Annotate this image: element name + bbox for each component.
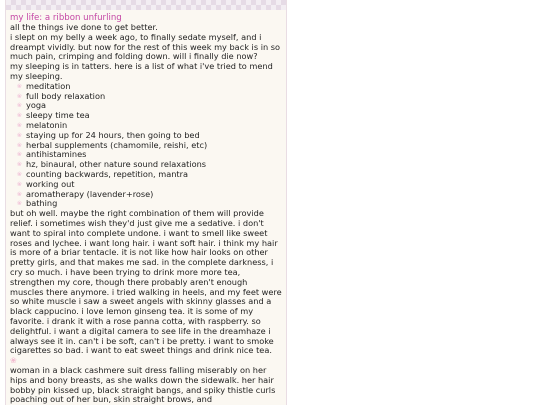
journal-page xyxy=(5,0,287,405)
list-item xyxy=(17,92,282,102)
intro-line-2: i slept on my belly a week ago, to finally sedate myself, and i dreampt vividly. but now for the rest of this week my back is in so much pain, crimping and folding down. will i finally die now? xyxy=(10,31,281,62)
ribbon-bow-icon: ❀ xyxy=(17,131,23,139)
list-item-label: aromatherapy (lavender+rose) xyxy=(26,188,154,199)
ribbon-divider-icon: ❀ xyxy=(10,356,17,366)
ribbon-bow-icon: ❀ xyxy=(17,141,23,149)
post-content xyxy=(6,10,286,405)
post-title[interactable]: my life: a ribbon unfurling xyxy=(10,13,122,23)
ribbon-bow-icon: ❀ xyxy=(17,190,23,198)
ribbon-bow-icon: ❀ xyxy=(17,170,23,178)
list-item-label: antihistamines xyxy=(26,149,87,160)
list-item-label: bathing xyxy=(26,198,58,209)
post-body: but oh well. maybe the right combination of them will provide relief. i sometimes wish they'd just give me a sedative. i don't want to spiral into complete undone. i want to smell like sweet roses and lychee. i want long hair. i want soft hair. i think my hair is more of a briar tentacle. it is not like how hair looks on other pretty girls, and that makes me sad. in the complete darkness, i cry so much. i have been trying to drink more more tea, strengthen my core, though there probably aren't enough muscles there anymore. i tried walking in heels, and my feet were so white muscle i saw a sweet angels with skinny glasses and a black cappucino. i love lemon ginseng tea. it is some of my favorite. i drank it with a rose panna cotta, with raspberry. so delightful. i want a digital camera to see life in the dreamhaze i always see it in. can't i be soft, can't i be pretty. i want to smoke cigarettes so bad. i want to eat sweet things and drink nice tea. xyxy=(10,208,282,356)
ribbon-bow-icon: ❀ xyxy=(17,121,23,129)
list-item-label: herbal supplements (chamomile, reishi, etc) xyxy=(26,139,208,150)
ribbon-bow-icon: ❀ xyxy=(17,151,23,159)
ribbon-bow-icon: ❀ xyxy=(17,200,23,208)
intro-line-1: all the things ive done to get better. xyxy=(10,22,158,32)
intro-line-3: my sleeping is in tatters. here is a list of what i've tried to mend my sleeping. xyxy=(10,61,273,81)
list-item-label: counting backwards, repetition, mantra xyxy=(26,168,189,179)
list-item-label: yoga xyxy=(26,100,47,111)
ribbon-bow-icon: ❀ xyxy=(17,102,23,110)
list-item-label: full body relaxation xyxy=(26,90,106,101)
remedy-list xyxy=(10,82,282,209)
second-entry: woman in a black cashmere suit dress falling miserably on her hips and bony breasts, as she walks down the sidewalk. her hair bobby pin kissed up, black straight bangs, and spiky thistle curls poaching out of her bun, skin straight brows, and xyxy=(10,365,276,405)
checkered-header-band xyxy=(6,0,286,10)
ribbon-bow-icon: ❀ xyxy=(17,92,23,100)
list-item-label: melatonin xyxy=(26,119,68,130)
ribbon-bow-icon: ❀ xyxy=(17,82,23,90)
list-item xyxy=(17,199,282,209)
ribbon-bow-icon: ❀ xyxy=(17,112,23,120)
list-item-label: meditation xyxy=(26,80,71,91)
list-item-label: sleepy time tea xyxy=(26,110,90,121)
list-item-label: working out xyxy=(26,178,75,189)
ribbon-bow-icon: ❀ xyxy=(17,180,23,188)
list-item-label: staying up for 24 hours, then going to bed xyxy=(26,129,200,140)
entry-divider xyxy=(10,356,282,366)
ribbon-bow-icon: ❀ xyxy=(17,161,23,169)
list-item-label: hz, binaural, other nature sound relaxations xyxy=(26,159,207,170)
